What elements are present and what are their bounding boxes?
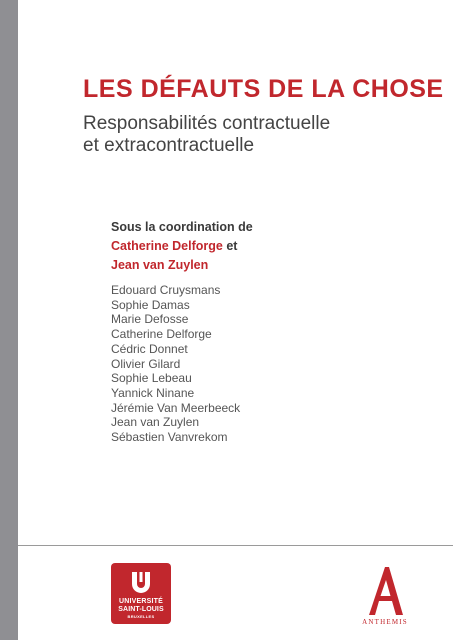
book-title: LES DÉFAUTS DE LA CHOSE <box>83 75 444 103</box>
author-name: Marie Defosse <box>111 312 189 327</box>
author-name: Yannick Ninane <box>111 385 195 400</box>
a-monogram-icon <box>365 565 405 617</box>
author-name: Sophie Lebeau <box>111 371 192 386</box>
author-list <box>111 283 240 445</box>
coordinator-name-2: Jean van Zuylen <box>111 258 209 272</box>
author-name: Sébastien Vanvrekom <box>111 430 228 445</box>
author-name: Olivier Gilard <box>111 356 181 371</box>
university-name-line-3: BRUXELLES <box>127 614 155 619</box>
footer-divider <box>18 545 453 546</box>
book-subtitle <box>83 113 423 157</box>
author-name: Catherine Delforge <box>111 327 212 342</box>
author-name: Sophie Damas <box>111 297 190 312</box>
coordinator-name-1: Catherine Delforge <box>111 239 223 253</box>
subtitle-line-1: Responsabilités contractuelle <box>83 113 331 134</box>
university-name-line-2: SAINT-LOUIS <box>118 606 164 613</box>
coordination-block <box>111 218 253 275</box>
u-monogram-icon <box>129 570 153 596</box>
university-logo <box>111 563 171 624</box>
coordinator-connector: et <box>226 239 238 253</box>
publisher-name: ANTHEMIS <box>362 618 408 626</box>
author-name: Jean van Zuylen <box>111 415 200 430</box>
university-name-line-1: UNIVERSITÉ <box>118 598 163 605</box>
coordinator-line <box>111 237 253 256</box>
publisher-logo <box>355 565 415 630</box>
subtitle-line-2: et extracontractuelle <box>83 135 255 156</box>
book-spine <box>0 0 18 640</box>
author-name: Cédric Donnet <box>111 341 188 356</box>
coordination-intro: Sous la coordination de <box>111 220 253 234</box>
author-name: Jérémie Van Meerbeeck <box>111 400 241 415</box>
author-name: Edouard Cruysmans <box>111 283 221 297</box>
